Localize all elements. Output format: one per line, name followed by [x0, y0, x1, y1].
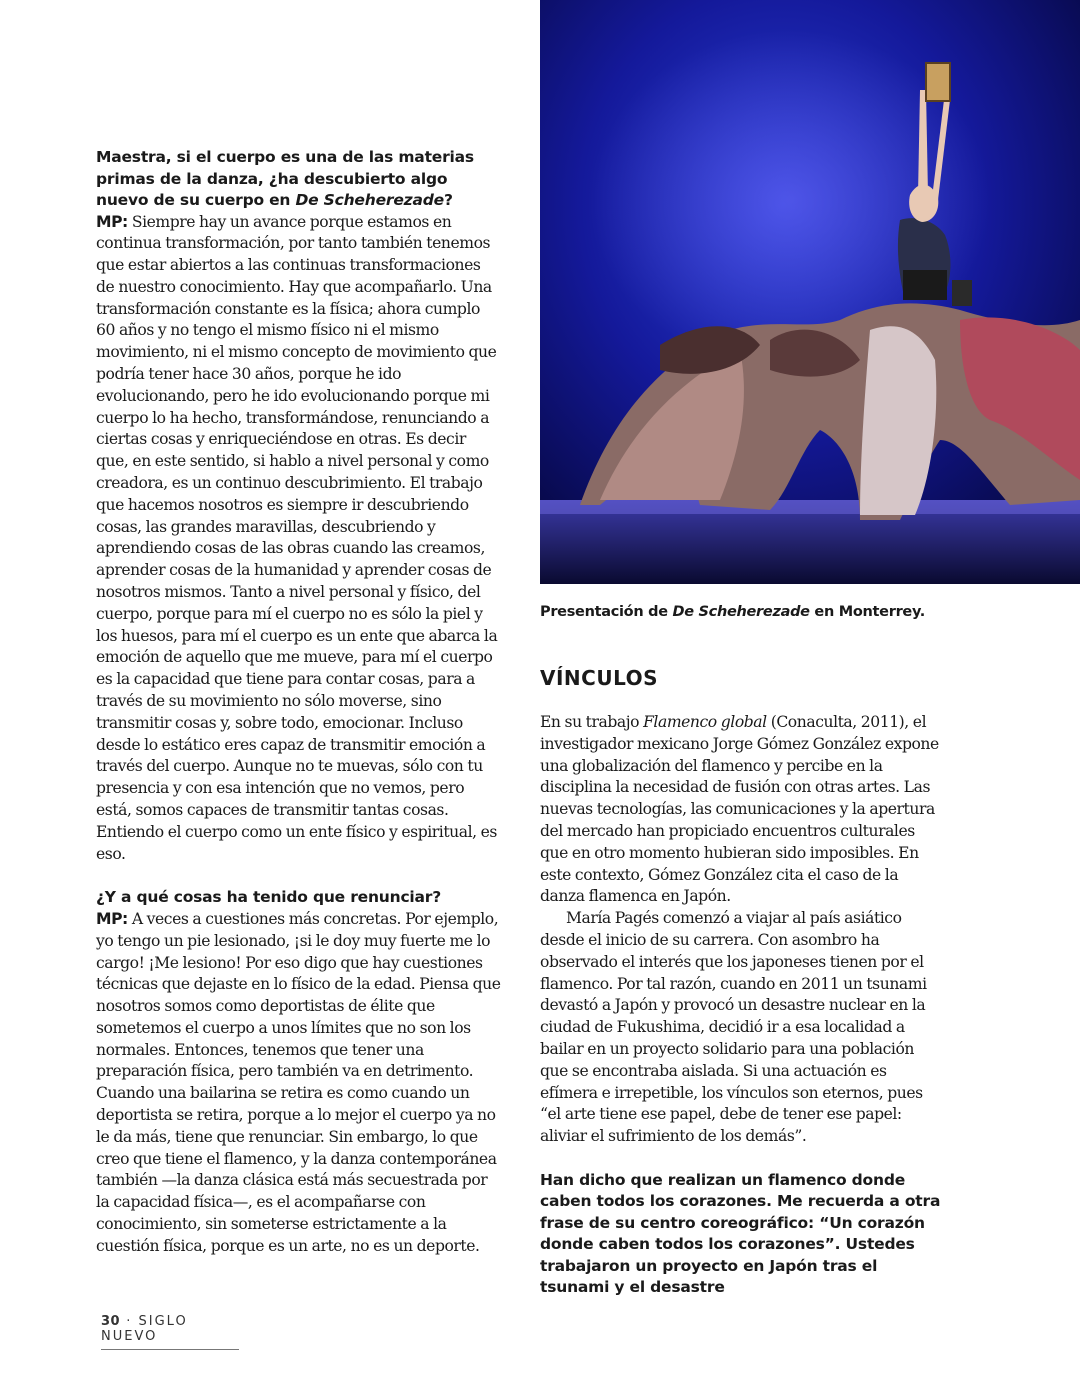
magazine-name: SIGLO NUEVO [101, 1314, 188, 1344]
speaker-label: MP: [96, 909, 128, 928]
answer-2: MP: A veces a cuestiones más concretas. Por ejemplo, yo tengo un pie lesionado, ¡si le doy muy fuerte me lo cargo! ¡Me lesiono! Por eso digo que hay cuestiones técnicas que dejaste en lo físico de la edad. Piensa que nosotros somos como deportistas de élite que sometemos el cuerpo a unos límites que no son los normales. Entonces, tenemos que tener una preparación física, pero también va en detrimento. Cuando una bailarina se retira es como cuando un deportista se retira, porque a lo mejor el cuerpo ya no le da más, tiene que renunciar. Sin embargo, lo que creo que tiene el flamenco, y la danza contemporánea también —la danza clásica está más secuestrada por la capacidad física—, es el acompañarse con conocimiento, sin someterse estrictamente a la cuestión física, porque es un arte, no es un deporte. [96, 909, 501, 1255]
question-1: Maestra, si el cuerpo es una de las materias primas de la danza, ¿ha descubierto algo nuevo de su cuerpo en De Scheherezade? [96, 148, 474, 209]
paragraph-2: María Pagés comenzó a viajar al país asiático desde el inicio de su carrera. Con asombro ha observado el interés que los japoneses tienen por el flamenco. Por tal razón, cuando en 2011 un tsunami devastó a Japón y provocó un desastre nuclear en la ciudad de Fukushima, decidió ir a esa localidad a bailar en un proyecto solidario para una población que se encontraba aislada. Si una actuación es efímera e irrepetible, los vínculos son eternos, pues “el arte tiene ese papel, debe de tener ese papel: aliviar el sufrimiento de los demás”. [540, 909, 927, 1146]
book-title: Flamenco global [643, 713, 767, 731]
footer-separator: · [126, 1314, 133, 1329]
section-heading: VÍNCULOS [540, 666, 659, 690]
stage-photo [540, 0, 1080, 584]
speaker-label: MP: [96, 212, 128, 231]
question-3: Han dicho que realizan un flamenco donde caben todos los corazones. Me recuerda a otra frase de su centro coreográfico: “Un corazón donde caben todos los corazones”. Ustedes trabajaron un proyecto en Japón tras el tsunami y el desastre [540, 1170, 941, 1297]
question-1-title: De Scheherezade [295, 191, 444, 209]
question-2: ¿Y a qué cosas ha tenido que renunciar? [96, 888, 442, 907]
answer-1: MP: Siempre hay un avance porque estamos en continua transformación, por tanto también tenemos que estar abiertos a las continuas transformaciones de nuestro conocimiento. Hay que acompañarlo. Una transformación constante es la física; ahora cumplo 60 años y no tengo el mismo físico ni el mismo movimiento, ni el mismo concepto de movimiento que podría tener hace 30 años, porque he ido evolucionando, pero he ido evolucionando porque mi cuerpo lo ha hecho, transformándose, renunciando a ciertas cosas y enriqueciéndose en otras. Es decir que, en este sentido, si hablo a nivel personal y como creadora, es un continuo descubrimiento. El trabajo que hacemos nosotros es siempre ir descubriendo cosas, las grandes maravillas, descubriendo y aprendiendo cosas de las obras cuando las creamos, aprender cosas de la humanidad y aprender cosas de nosotros mismos. Tanto a nivel personal y físico, del cuerpo, porque para mí el cuerpo no es sólo la piel y los huesos, para mí el cuerpo es un ente que abarca la emoción de aquello que me mueve, para mí el cuerpo es la capacidad que tiene para contar cosas, para a través de su movimiento no sólo moverse, sino transmitir cosas y, sobre todo, emocionar. Incluso desde lo estático eres capaz de transmitir emoción a través del cuerpo. Aunque no te muevas, sólo con tu presencia y con esa intención que no vemos, pero está, somos capaces de transmitir tantas cosas. Entiendo el cuerpo como un ente físico y espiritual, es eso. [96, 212, 498, 863]
caption-title: De Scheherezade [672, 604, 810, 620]
left-column [96, 147, 501, 1258]
right-column [540, 712, 945, 1299]
paragraph-1: En su trabajo Flamenco global (Conaculta, 2011), el investigador mexicano Jorge Gómez González expone una globalización del flamenco y percibe en la disciplina la necesidad de fusión con otras artes. Las nuevas tecnologías, las comunicaciones y la apertura del mercado han propiciado encuentros culturales que en otro momento hubieran sido imposibles. En este contexto, Gómez González cita el caso de la danza flamenca en Japón. [540, 713, 939, 906]
page-number: 30 [101, 1314, 121, 1329]
photo-caption: Presentación de De Scheherezade en Monterrey. [540, 604, 925, 620]
page-footer [101, 1314, 239, 1350]
